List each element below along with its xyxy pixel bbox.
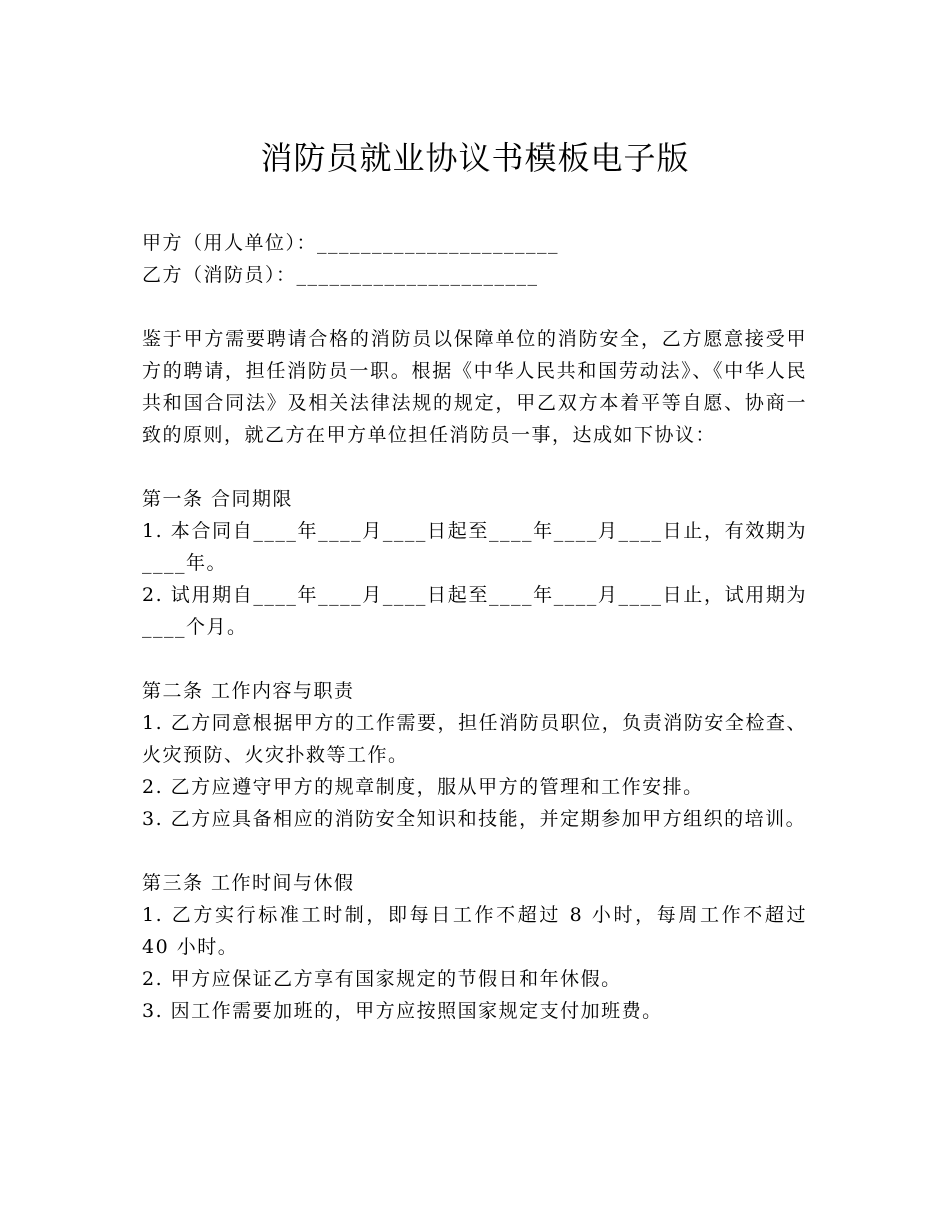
clause-item: 1. 乙方同意根据甲方的工作需要，担任消防员职位，负责消防安全检查、火灾预防、火灾扑救等工作。 [142,712,807,766]
preamble-paragraph: 鉴于甲方需要聘请合格的消防员以保障单位的消防安全，乙方愿意接受甲方的聘请，担任消防员一职。根据《中华人民共和国劳动法》、《中华人民共和国合同法》及相关法律法规的规定，甲乙双方本着平等自愿、协商一致的原则，就乙方在甲方单位担任消防员一事，达成如下协议： [142,328,807,446]
section-duties [142,675,807,835]
party-a-line: 甲方（用人单位）：______________________ [142,232,560,254]
section-heading: 第一条 合同期限 [142,488,294,510]
clause-item: 3. 乙方应具备相应的消防安全知识和技能，并定期参加甲方组织的培训。 [142,808,807,830]
paragraph-gap [142,451,807,483]
clause-item: 2. 甲方应保证乙方享有国家规定的节假日和年休假。 [142,968,622,990]
paragraph-gap [142,291,807,323]
paragraph-gap [142,643,807,675]
clause-item: 2. 乙方应遵守甲方的规章制度，服从甲方的管理和工作安排。 [142,776,704,798]
document-body [142,227,807,1027]
clause-item: 1. 本合同自____年____月____日起至____年____月____日止，有效期为____年。 [142,520,807,574]
paragraph-gap [142,835,807,867]
clause-item: 2. 试用期自____年____月____日起至____年____月____日止，试用期为____个月。 [142,584,807,638]
section-working-hours [142,867,807,1027]
document-title: 消防员就业协议书模板电子版 [260,139,690,177]
section-contract-term [142,483,807,643]
clause-item: 3. 因工作需要加班的，甲方应按照国家规定支付加班费。 [142,1000,663,1022]
party-b-line: 乙方（消防员）：______________________ [142,264,539,286]
section-heading: 第二条 工作内容与职责 [142,680,355,702]
section-heading: 第三条 工作时间与休假 [142,872,355,894]
clause-item: 1. 乙方实行标准工时制，即每日工作不超过 8 小时，每周工作不超过 40 小时。 [142,904,807,958]
